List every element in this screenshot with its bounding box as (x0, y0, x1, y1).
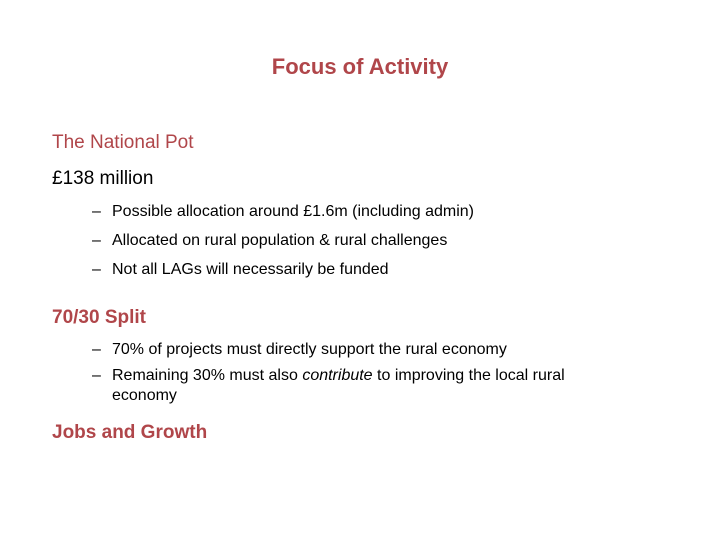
dash-bullet-icon: – (92, 203, 101, 220)
national-pot-bullet-list (92, 197, 474, 284)
list-item (92, 255, 474, 284)
list-item (92, 337, 565, 363)
national-pot-amount: £138 million (52, 168, 154, 189)
bullet-text: 70% of projects must directly support the rural economy (112, 341, 507, 358)
split-heading: 70/30 Split (52, 307, 146, 328)
bullet-text: Possible allocation around £1.6m (including admin) (112, 203, 474, 220)
bullet-text-start: Remaining 30% must also (112, 367, 303, 384)
dash-bullet-icon: – (92, 341, 101, 358)
slide-title: Focus of Activity (271, 54, 449, 79)
dash-bullet-icon: – (92, 232, 101, 249)
national-pot-heading: The National Pot (52, 132, 194, 153)
bullet-text: Not all LAGs will necessarily be funded (112, 261, 389, 278)
dash-bullet-icon: – (92, 367, 101, 384)
bullet-text-continued: economy (112, 387, 177, 404)
dash-bullet-icon: – (92, 261, 101, 278)
split-bullet-list (92, 337, 565, 407)
list-item (92, 363, 565, 407)
bullet-text: Allocated on rural population & rural challenges (112, 232, 448, 249)
list-item (92, 197, 474, 226)
list-item (92, 226, 474, 255)
bullet-text-end: to improving the local rural (372, 367, 565, 384)
bullet-emphasis: contribute (302, 367, 373, 384)
jobs-growth-heading: Jobs and Growth (52, 422, 208, 443)
